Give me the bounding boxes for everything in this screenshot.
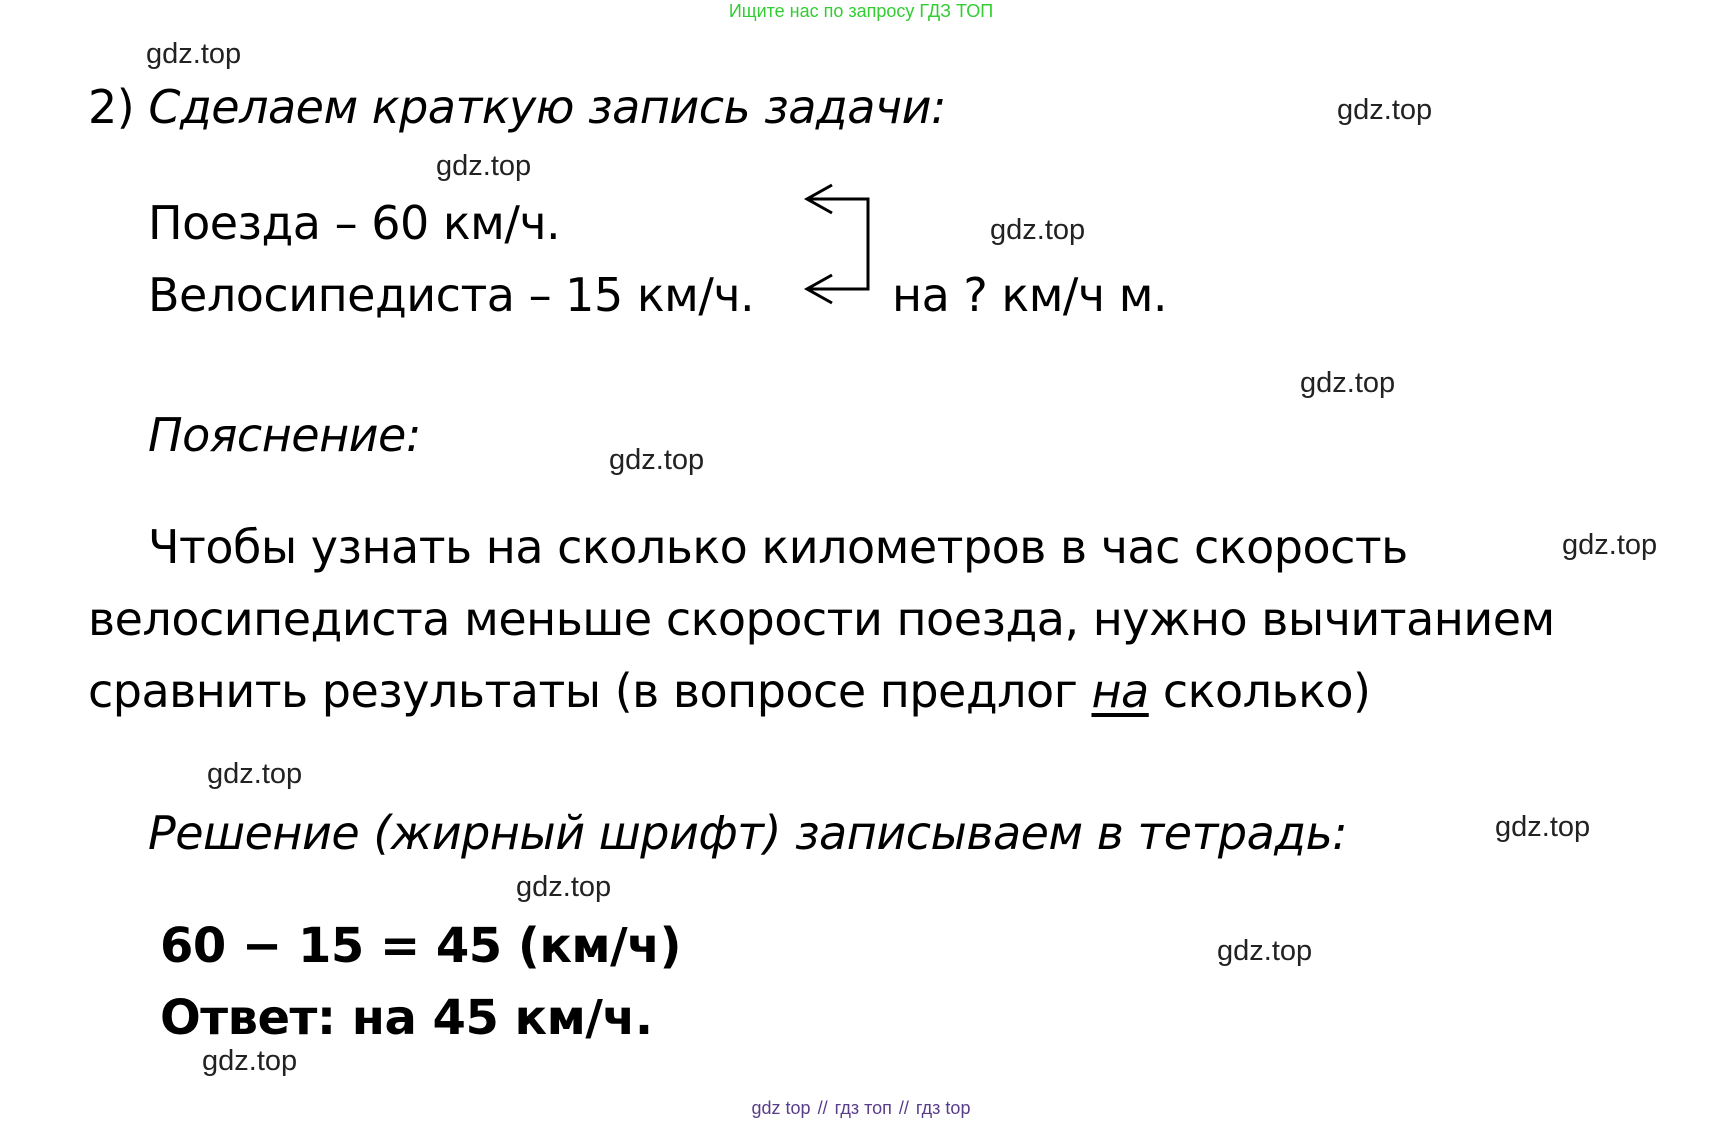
watermark: gdz.top bbox=[1300, 367, 1396, 399]
watermark: gdz.top bbox=[436, 150, 532, 182]
watermark: gdz.top bbox=[207, 758, 303, 790]
watermark: gdz.top bbox=[516, 871, 612, 903]
footer-item: гдз топ bbox=[834, 1098, 892, 1118]
watermark: gdz.top bbox=[1337, 94, 1433, 126]
watermark: gdz.top bbox=[1562, 529, 1658, 561]
emphasized-preposition: на bbox=[1091, 664, 1149, 718]
explanation-title: Пояснение: bbox=[148, 408, 421, 462]
heading-number: 2) bbox=[88, 80, 135, 134]
watermark: gdz.top bbox=[1217, 935, 1313, 967]
heading-text: Сделаем краткую запись задачи: bbox=[148, 80, 946, 134]
solution-answer: Ответ: на 45 км/ч. bbox=[160, 990, 653, 1046]
footer-separator: // bbox=[898, 1098, 909, 1118]
explanation-line-start: сравнить результаты (в вопросе предлог bbox=[88, 664, 1092, 718]
explanation-line: Чтобы узнать на сколько километров в час скорость bbox=[148, 520, 1408, 574]
watermark: gdz.top bbox=[609, 444, 705, 476]
explanation-line bbox=[88, 664, 1370, 718]
question-text: на ? км/ч м. bbox=[892, 268, 1168, 322]
solution-title: Решение (жирный шрифт) записываем в тетрадь: bbox=[148, 806, 1348, 860]
top-banner: Ищите нас по запросу ГДЗ ТОП bbox=[728, 1, 994, 21]
watermark: gdz.top bbox=[202, 1045, 298, 1077]
footer-item: гдз top bbox=[915, 1098, 971, 1118]
watermark: gdz.top bbox=[990, 214, 1086, 246]
footer bbox=[0, 1098, 1722, 1119]
explanation-line-end: сколько) bbox=[1148, 664, 1371, 718]
solution-equation: 60 − 15 = 45 (км/ч) bbox=[160, 918, 682, 974]
cyclist-speed: Велосипедиста – 15 км/ч. bbox=[148, 268, 755, 322]
watermark: gdz.top bbox=[1495, 811, 1591, 843]
footer-item: gdz top bbox=[751, 1098, 811, 1118]
watermark: gdz.top bbox=[146, 38, 242, 70]
train-speed: Поезда – 60 км/ч. bbox=[148, 196, 561, 250]
footer-separator: // bbox=[817, 1098, 828, 1118]
explanation-line: велосипедиста меньше скорости поезда, нужно вычитанием bbox=[88, 592, 1555, 646]
